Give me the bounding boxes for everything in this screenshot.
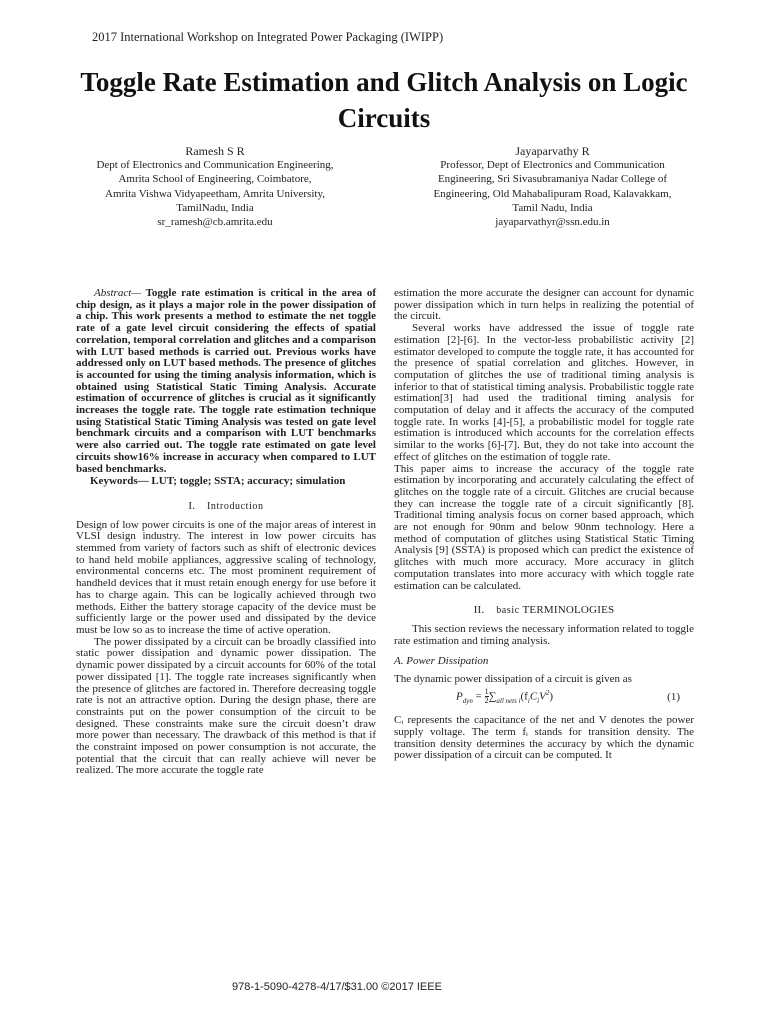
equation-1	[394, 688, 694, 708]
author-name: Ramesh S R	[185, 144, 245, 158]
paragraph: Cᵢ represents the capacitance of the net and V denotes the power supply voltage. The term fᵢ stands for transition density. The transition density determines the accuracy by which the dynamic power dissipation of a circuit can be computed. It	[394, 714, 694, 762]
author-affiliation-line: TamilNadu, India	[176, 201, 254, 214]
author-affiliation-line: Tamil Nadu, India	[512, 201, 593, 214]
author-affiliation-line: Professor, Dept of Electronics and Communication	[440, 159, 665, 172]
subsection-heading-power-dissipation: A. Power Dissipation	[394, 655, 489, 668]
author-affiliation-line: Engineering, Old Mahabalipuram Road, Kalavakkam,	[433, 187, 672, 200]
paragraph: The dynamic power dissipation of a circuit is given as	[394, 673, 632, 686]
abstract	[76, 288, 376, 475]
author-2	[400, 144, 705, 229]
conference-header: 2017 International Workshop on Integrated Power Packaging (IWIPP)	[92, 30, 444, 44]
equation-expression: $P_{dyn}$ = $\frac{1}{2}$ $\sum_{all nets i}(f_iC_iV^2)$	[456, 687, 554, 706]
paragraph: This paper aims to increase the accuracy of the toggle rate estimation by incorporating and accurately calculating the effect of glitches on the toggle rate of a circuit. Glitches are crucial because they can increase the toggle rate of a circuit significantly [8]. Traditional timing analysis focus on corner based approach, which are not enough for 90nm and below 90nm technology. Here a method of computation of glitches using Statistical Static Timing Analysis [9] (SSTA) is proposed which can predict the existence of glitches with much more accuracy. More accuracy in glitch computation translates into more accuracy with which toggle rate estimation can be calculated.	[394, 462, 694, 592]
abstract-text: Toggle rate estimation is critical in the area of chip design, as it plays a major role in the power dissipation of a chip. This work presents a method to estimate the net toggle rate of a gate level circuit considering the effects of spatial correlation, temporal correlation and glitches and a comparison with LUT based methods is carried out. Previous works have addressed only on LUT based methods. The presence of glitches is accounted for using the timing analysis information, which is obtained using Statistical Static Timing Analysis. Accurate estimation of occurrence of glitches is crucial as it significantly increases the toggle rate. The toggle rate estimation technique using Statistical Static Timing Analysis was tested on gate level benchmark circuits and a comparison with LUT benchmarks were also carried out. The toggle rate estimated on gate level circuits show16% increase in accuracy when compared to LUT based benchmarks.	[76, 287, 376, 475]
author-affiliation-line: Amrita Vishwa Vidyapeetham, Amrita University,	[105, 187, 325, 200]
abstract-label: Abstract—	[94, 287, 142, 299]
paragraph: Design of low power circuits is one of the major areas of interest in VLSI design industry. The interest in low power circuits has stemmed from variety of factors such as shift of electronic devices to hand held mobile appliances, aggressive scaling of technology, environmental concerns etc. The most prominent requirement of handheld devices that it must retain enough energy for use before it has to charge again. This can be logically achieved through two methods. Either the battery storage capacity of the device must be sufficiently large or the power used and dissipated by the device must be low so as to increase the time of active operation.	[76, 518, 376, 636]
copyright-footer: 978-1-5090-4278-4/17/$31.00 ©2017 IEEE	[232, 981, 442, 993]
author-affiliation-line: Engineering, Sri Sivasubramaniya Nadar College of	[437, 173, 668, 186]
section-heading-introduction: I. Introduction	[188, 499, 264, 512]
left-column	[76, 288, 376, 777]
author-email: sr_ramesh@cb.amrita.edu	[157, 216, 273, 229]
section-heading-basic-terminologies: II. basic TERMINOLOGIES	[473, 604, 615, 617]
author-affiliation-line: Amrita School of Engineering, Coimbatore,	[118, 173, 312, 186]
paragraph: Several works have addressed the issue of toggle rate estimation [2]-[6]. In the vector-less probabilistic activity [2] estimator developed to compute the toggle rate, it has accounted for the presence of spatial correlation and glitches. However, in computation of glitches the use of traditional timing analysis is inferior to that of statistical timing analysis. Probabilistic toggle rate estimation[3] had used the traditional timing analysis for computation of delay and it affects the accuracy of the computed toggle rate. In works [4]-[5], a probabilistic model for toggle rate estimation is introduced which accounts for the correlation effects similar to the works [6]-[7]. But, they do not take into account the effect of glitches on the estimation of toggle rate.	[394, 322, 694, 463]
paragraph: The power dissipated by a circuit can be broadly classified into static power dissipation and dynamic power dissipation. The dynamic power dissipated by a circuit accounts for 60% of the total power dissipated [1]. The toggle rate increases significantly when the presence of glitches are factored in. Therefore decreasing toggle rate is not an attractive option. During the design phase, there are constraints put on the power consumption of the circuit to be designed. These constraints make sure the circuit doesn’t draw more power than necessary. The drawback of this method is that if the constraint imposed on power consumption is not accurate, the potential that the circuit that can really achieve will never be realized. The more accurate the toggle rate	[76, 635, 376, 777]
author-email: jayaparvathyr@ssn.edu.in	[495, 216, 610, 229]
paper-title: Toggle Rate Estimation and Glitch Analysis on Logic Circuits	[80, 67, 688, 133]
keywords: Keywords— LUT; toggle; SSTA; accuracy; simulation	[90, 475, 346, 488]
author-1	[70, 144, 360, 229]
fraction: $\frac{1}{2}$	[484, 687, 489, 706]
equation-number: (1)	[667, 690, 680, 703]
paragraph: estimation the more accurate the designer can account for dynamic power dissipation which in turn helps in realizing the potential of the circuit.	[394, 287, 694, 323]
author-affiliation-line: Dept of Electronics and Communication Engineering,	[96, 159, 334, 172]
paragraph: This section reviews the necessary information related to toggle rate estimation and timing analysis.	[394, 622, 694, 647]
right-column	[394, 288, 694, 762]
author-name: Jayaparvathy R	[515, 144, 590, 158]
